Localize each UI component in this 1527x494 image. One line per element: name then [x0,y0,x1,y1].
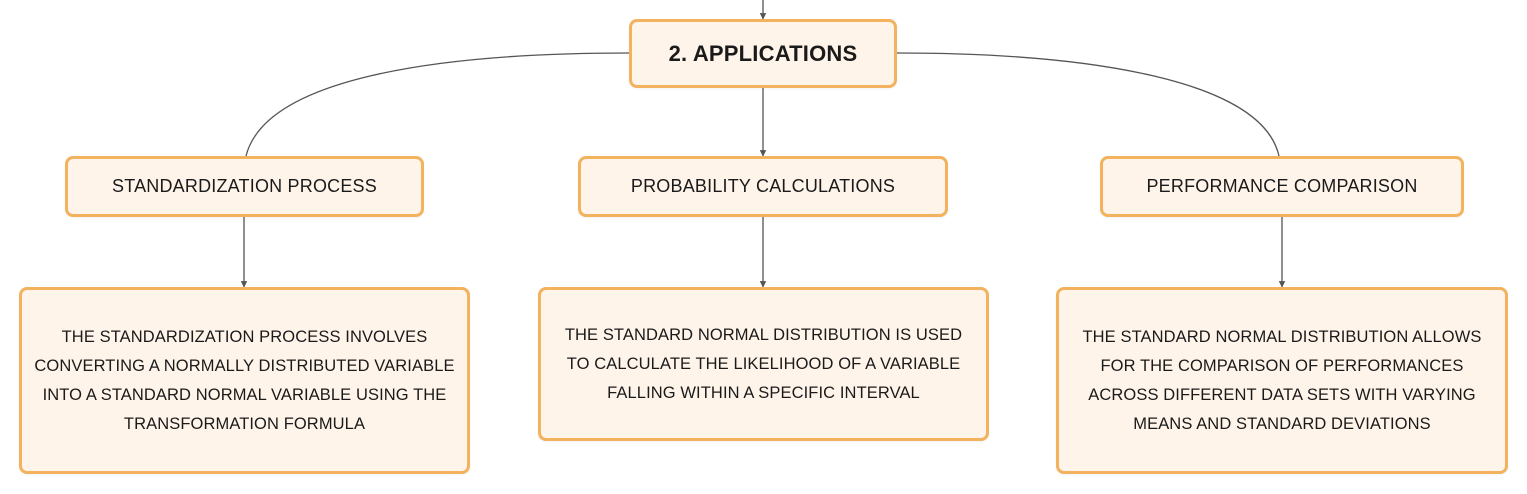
detail-node-standardization-process[interactable] [19,287,470,474]
detail-text: THE STANDARD NORMAL DISTRIBUTION IS USED TO CALCULATE THE LIKELIHOOD OF A VARIABLE FALLING WITHIN A SPECIFIC INTERVAL [564,325,963,402]
detail-text: THE STANDARD NORMAL DISTRIBUTION ALLOWS FOR THE COMPARISON OF PERFORMANCES ACROSS DIFFERENT DATA SETS WITH VARYING MEANS AND STANDARD DEVIATIONS [1082,327,1482,433]
branch-node-probability-calculations[interactable] [578,156,948,217]
branch-node-standardization-process[interactable] [65,156,424,217]
detail-node-probability-calculations[interactable] [538,287,989,441]
branch-label: STANDARDIZATION PROCESS [112,176,377,196]
connector-root-to-branch-3 [897,53,1279,156]
connector-root-to-branch-1 [246,53,629,156]
detail-text: THE STANDARDIZATION PROCESS INVOLVES CONVERTING A NORMALLY DISTRIBUTED VARIABLE INTO A STANDARD NORMAL VARIABLE USING THE TRANSFORMATION FORMULA [34,327,455,433]
detail-node-performance-comparison[interactable] [1056,287,1508,474]
branch-label: PROBABILITY CALCULATIONS [630,176,896,196]
root-label: 2. APPLICATIONS [668,40,858,66]
branch-label: PERFORMANCE COMPARISON [1146,176,1418,196]
branch-node-performance-comparison[interactable] [1100,156,1464,217]
root-node[interactable] [629,19,897,88]
